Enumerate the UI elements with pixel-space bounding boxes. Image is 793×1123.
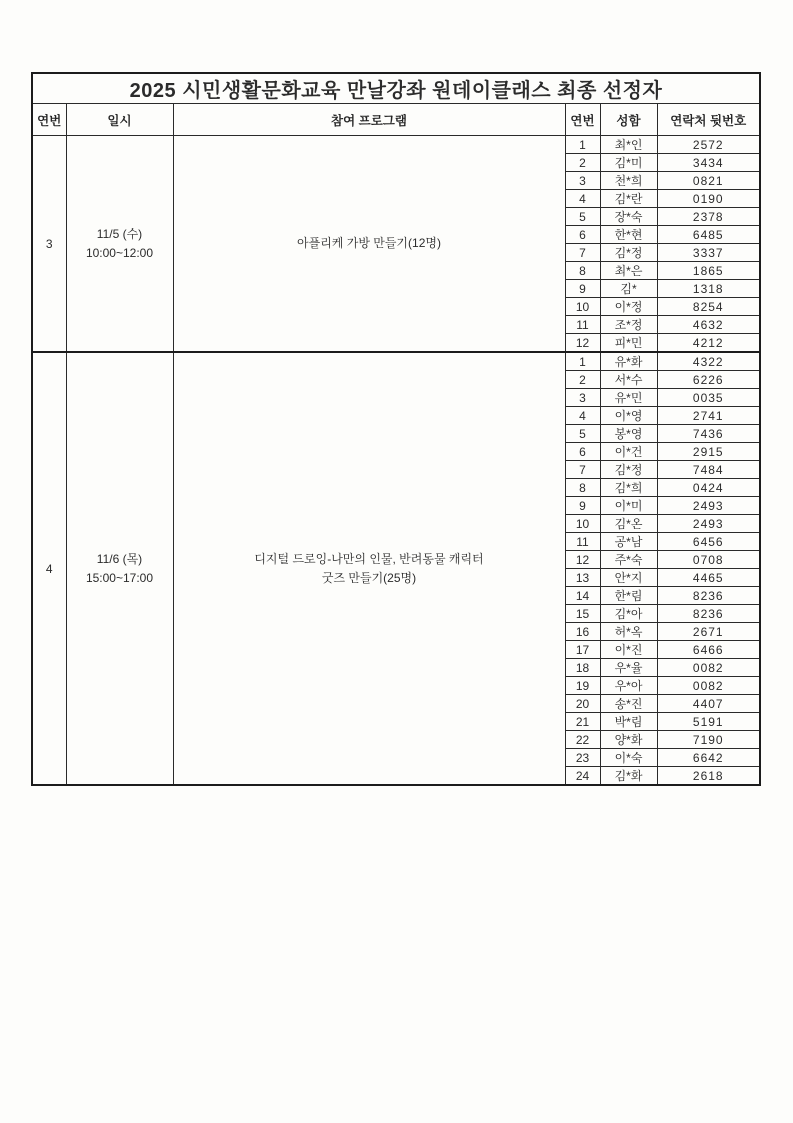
participant-no-cell: 15 (565, 605, 600, 623)
title-row (32, 73, 760, 104)
participant-name-cell: 유*민 (600, 389, 657, 407)
participant-phone-cell: 0190 (657, 190, 760, 208)
program-line-1: 디지털 드로잉-나만의 인물, 반려동물 캐릭터 (254, 551, 484, 566)
participant-no-cell: 8 (565, 262, 600, 280)
participant-no-cell: 24 (565, 767, 600, 786)
col-header-no2: 연번 (565, 104, 600, 136)
participant-no-cell: 1 (565, 136, 600, 154)
participant-no-cell: 16 (565, 623, 600, 641)
participant-no-cell: 9 (565, 497, 600, 515)
participant-phone-cell: 2915 (657, 443, 760, 461)
session-time: 10:00~12:00 (85, 245, 154, 260)
participant-no-cell: 2 (565, 371, 600, 389)
participant-no-cell: 12 (565, 334, 600, 353)
participant-name-cell: 이*숙 (600, 749, 657, 767)
participant-phone-cell: 7436 (657, 425, 760, 443)
participant-phone-cell: 6466 (657, 641, 760, 659)
participant-no-cell: 11 (565, 316, 600, 334)
session-date: 11/6 (목) (96, 551, 143, 566)
participant-no-cell: 3 (565, 172, 600, 190)
participant-phone-cell: 2493 (657, 497, 760, 515)
participant-no-cell: 21 (565, 713, 600, 731)
participant-no-cell: 5 (565, 208, 600, 226)
document-title: 2025 시민생활문화교육 만날강좌 원데이클래스 최종 선정자 (32, 73, 760, 104)
participant-phone-cell: 4407 (657, 695, 760, 713)
participant-name-cell: 유*화 (600, 352, 657, 371)
session-datetime-cell (66, 352, 173, 785)
participant-phone-cell: 2572 (657, 136, 760, 154)
participant-no-cell: 1 (565, 352, 600, 371)
participant-phone-cell: 4465 (657, 569, 760, 587)
participant-no-cell: 9 (565, 280, 600, 298)
participant-phone-cell: 4322 (657, 352, 760, 371)
selection-table (31, 72, 761, 786)
participant-no-cell: 22 (565, 731, 600, 749)
participant-phone-cell: 4632 (657, 316, 760, 334)
participant-no-cell: 5 (565, 425, 600, 443)
participant-no-cell: 3 (565, 389, 600, 407)
participant-name-cell: 장*숙 (600, 208, 657, 226)
participant-name-cell: 한*현 (600, 226, 657, 244)
participant-phone-cell: 0082 (657, 677, 760, 695)
participant-name-cell: 박*림 (600, 713, 657, 731)
participant-phone-cell: 1865 (657, 262, 760, 280)
table-body (32, 136, 760, 786)
participant-no-cell: 2 (565, 154, 600, 172)
participant-no-cell: 14 (565, 587, 600, 605)
session-time: 15:00~17:00 (85, 570, 154, 585)
program-cell (173, 136, 565, 353)
participant-no-cell: 10 (565, 515, 600, 533)
participant-name-cell: 우*율 (600, 659, 657, 677)
participant-name-cell: 이*미 (600, 497, 657, 515)
participant-name-cell: 최*인 (600, 136, 657, 154)
participant-name-cell: 송*진 (600, 695, 657, 713)
section-number-cell: 4 (32, 352, 66, 785)
participant-no-cell: 7 (565, 244, 600, 262)
participant-phone-cell: 2618 (657, 767, 760, 786)
participant-name-cell: 이*진 (600, 641, 657, 659)
participant-phone-cell: 0708 (657, 551, 760, 569)
participant-no-cell: 23 (565, 749, 600, 767)
participant-name-cell: 최*은 (600, 262, 657, 280)
participant-no-cell: 6 (565, 443, 600, 461)
program-cell (173, 352, 565, 785)
participant-phone-cell: 0035 (657, 389, 760, 407)
participant-name-cell: 이*건 (600, 443, 657, 461)
participant-no-cell: 6 (565, 226, 600, 244)
program-line-2: 굿즈 만들기(25명) (321, 570, 417, 585)
participant-phone-cell: 6226 (657, 371, 760, 389)
participant-phone-cell: 0424 (657, 479, 760, 497)
participant-phone-cell: 4212 (657, 334, 760, 353)
participant-name-cell: 김* (600, 280, 657, 298)
participant-no-cell: 4 (565, 190, 600, 208)
participant-name-cell: 이*영 (600, 407, 657, 425)
participant-name-cell: 김*란 (600, 190, 657, 208)
participant-name-cell: 김*정 (600, 461, 657, 479)
participant-name-cell: 피*민 (600, 334, 657, 353)
col-header-no: 연번 (32, 104, 66, 136)
participant-name-cell: 허*옥 (600, 623, 657, 641)
participant-name-cell: 조*정 (600, 316, 657, 334)
participant-phone-cell: 7484 (657, 461, 760, 479)
column-header-row (32, 104, 760, 136)
participant-name-cell: 서*수 (600, 371, 657, 389)
participant-name-cell: 김*화 (600, 767, 657, 786)
section-number-cell: 3 (32, 136, 66, 353)
participant-phone-cell: 7190 (657, 731, 760, 749)
participant-phone-cell: 6485 (657, 226, 760, 244)
participant-name-cell: 천*희 (600, 172, 657, 190)
participant-name-cell: 우*아 (600, 677, 657, 695)
participant-phone-cell: 8236 (657, 587, 760, 605)
participant-no-cell: 8 (565, 479, 600, 497)
participant-phone-cell: 0821 (657, 172, 760, 190)
participant-phone-cell: 2378 (657, 208, 760, 226)
session-date: 11/5 (수) (96, 226, 143, 241)
participant-phone-cell: 2671 (657, 623, 760, 641)
participant-no-cell: 17 (565, 641, 600, 659)
participant-name-cell: 김*희 (600, 479, 657, 497)
participant-phone-cell: 6642 (657, 749, 760, 767)
participant-no-cell: 7 (565, 461, 600, 479)
participant-name-cell: 김*아 (600, 605, 657, 623)
program-line-1: 아플리케 가방 만들기(12명) (297, 236, 441, 251)
participant-phone-cell: 6456 (657, 533, 760, 551)
participant-phone-cell: 5191 (657, 713, 760, 731)
col-header-program: 참여 프로그램 (173, 104, 565, 136)
participant-name-cell: 김*정 (600, 244, 657, 262)
participant-name-cell: 봉*영 (600, 425, 657, 443)
participant-no-cell: 13 (565, 569, 600, 587)
participant-no-cell: 11 (565, 533, 600, 551)
participant-phone-cell: 8254 (657, 298, 760, 316)
participant-phone-cell: 2493 (657, 515, 760, 533)
participant-name-cell: 양*화 (600, 731, 657, 749)
participant-phone-cell: 2741 (657, 407, 760, 425)
participant-no-cell: 18 (565, 659, 600, 677)
table-row (32, 352, 760, 371)
participant-no-cell: 4 (565, 407, 600, 425)
col-header-datetime: 일시 (66, 104, 173, 136)
participant-phone-cell: 8236 (657, 605, 760, 623)
participant-name-cell: 한*림 (600, 587, 657, 605)
participant-name-cell: 안*지 (600, 569, 657, 587)
session-datetime-cell (66, 136, 173, 353)
participant-name-cell: 공*남 (600, 533, 657, 551)
col-header-phone: 연락처 뒷번호 (657, 104, 760, 136)
participant-name-cell: 이*정 (600, 298, 657, 316)
participant-phone-cell: 3337 (657, 244, 760, 262)
participant-no-cell: 10 (565, 298, 600, 316)
participant-name-cell: 김*미 (600, 154, 657, 172)
participant-phone-cell: 0082 (657, 659, 760, 677)
participant-phone-cell: 1318 (657, 280, 760, 298)
participant-phone-cell: 3434 (657, 154, 760, 172)
participant-name-cell: 김*온 (600, 515, 657, 533)
participant-no-cell: 12 (565, 551, 600, 569)
participant-no-cell: 20 (565, 695, 600, 713)
participant-no-cell: 19 (565, 677, 600, 695)
table-row (32, 136, 760, 154)
participant-name-cell: 주*숙 (600, 551, 657, 569)
col-header-name: 성함 (600, 104, 657, 136)
